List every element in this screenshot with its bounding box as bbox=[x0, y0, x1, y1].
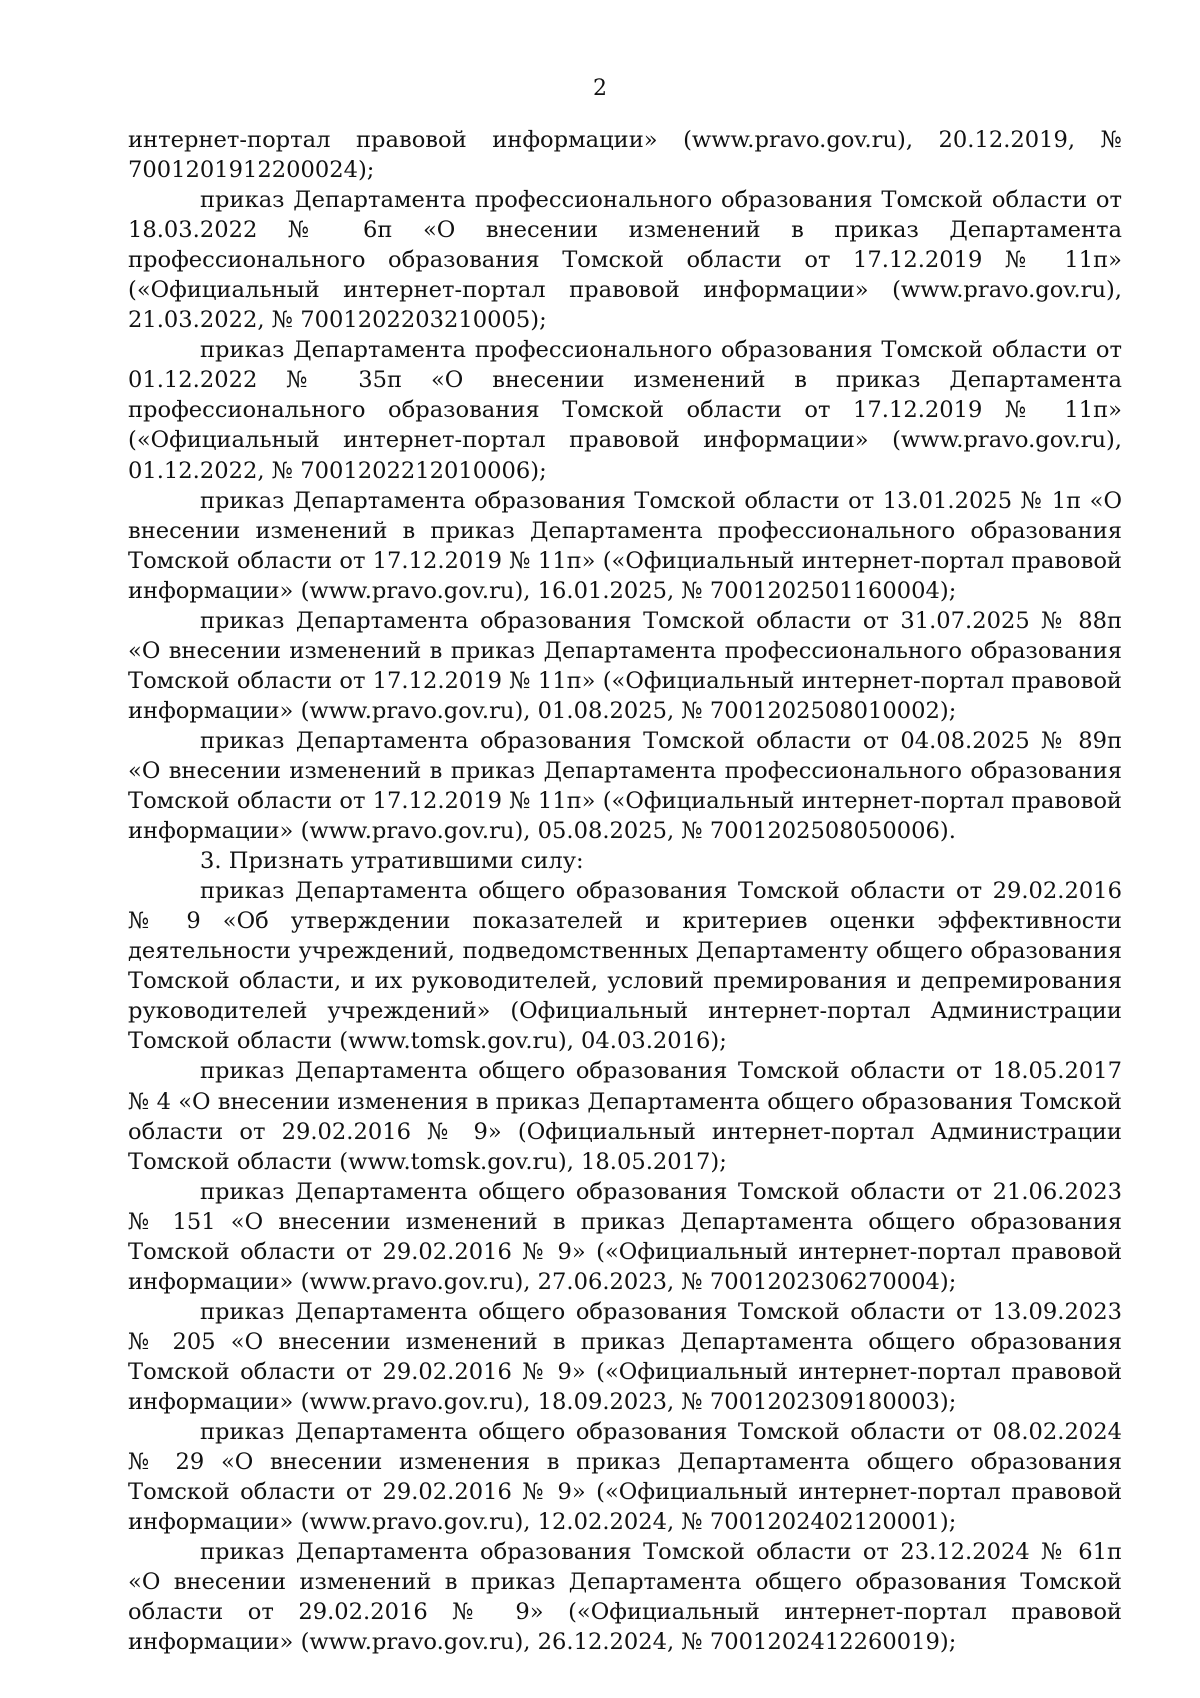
page-number: 2 bbox=[593, 76, 607, 101]
document-body bbox=[128, 125, 1122, 1657]
paragraph-order-2016-9: приказ Департамента общего образования Томской области от 29.02.2016 № 9 «Об утверждении показателей и критериев оценки эффективности деятельности учреждений, подведомственных Департаменту общего образования Томской области, и их руководителей, условий премирования и депремирования руководителей учреждений» (Официальный интернет-портал Администрации Томской области (www.tomsk.gov.ru), 04.03.2016); bbox=[128, 878, 1122, 1055]
paragraph-order-2022-35p: приказ Департамента профессионального образования Томской области от 01.12.2022 № 35п «О внесении изменений в приказ Департамента профессионального образования Томской области от 17.12.2019 № 11п» («Официальный интернет-портал правовой информации» (www.pravo.gov.ru), 01.12.2022, № 7001202212010006); bbox=[128, 337, 1122, 484]
paragraph-order-2023-151: приказ Департамента общего образования Томской области от 21.06.2023 № 151 «О внесении изменений в приказ Департамента общего образования Томской области от 29.02.2016 № 9» («Официальный интернет-портал правовой информации» (www.pravo.gov.ru), 27.06.2023, № 7001202306270004); bbox=[128, 1178, 1122, 1295]
paragraph-order-2024-61p: приказ Департамента образования Томской области от 23.12.2024 № 61п «О внесении изменений в приказ Департамента общего образования Томской области от 29.02.2016 № 9» («Официальный интернет-портал правовой информации» (www.pravo.gov.ru), 26.12.2024, № 7001202412260019); bbox=[128, 1539, 1122, 1656]
paragraph-continuation: интернет-портал правовой информации» (www.pravo.gov.ru), 20.12.2019, № 7001201912200024); bbox=[128, 127, 1122, 184]
paragraph-order-2022-6p: приказ Департамента профессионального образования Томской области от 18.03.2022 № 6п «О внесении изменений в приказ Департамента профессионального образования Томской области от 17.12.2019 № 11п» («Официальный интернет-портал правовой информации» (www.pravo.gov.ru), 21.03.2022, № 7001202203210005); bbox=[128, 187, 1122, 334]
paragraph-order-2025-88p: приказ Департамента образования Томской области от 31.07.2025 № 88п «О внесении изменений в приказ Департамента профессионального образования Томской области от 17.12.2019 № 11п» («Официальный интернет-портал правовой информации» (www.pravo.gov.ru), 01.08.2025, № 7001202508010002); bbox=[128, 607, 1122, 724]
paragraph-item-3: 3. Признать утратившими силу: bbox=[200, 848, 584, 875]
paragraph-order-2025-89p: приказ Департамента образования Томской области от 04.08.2025 № 89п «О внесении изменений в приказ Департамента профессионального образования Томской области от 17.12.2019 № 11п» («Официальный интернет-портал правовой информации» (www.pravo.gov.ru), 05.08.2025, № 7001202508050006). bbox=[128, 727, 1122, 845]
paragraph-order-2025-1p: приказ Департамента образования Томской области от 13.01.2025 № 1п «О внесении изменений в приказ Департамента профессионального образования Томской области от 17.12.2019 № 11п» («Официальный интернет-портал правовой информации» (www.pravo.gov.ru), 16.01.2025, № 7001202501160004); bbox=[128, 487, 1122, 604]
paragraph-order-2024-29: приказ Департамента общего образования Томской области от 08.02.2024 № 29 «О внесении изменения в приказ Департамента общего образования Томской области от 29.02.2016 № 9» («Официальный интернет-портал правовой информации» (www.pravo.gov.ru), 12.02.2024, № 7001202402120001); bbox=[128, 1419, 1122, 1536]
paragraph-order-2023-205: приказ Департамента общего образования Томской области от 13.09.2023 № 205 «О внесении изменений в приказ Департамента общего образования Томской области от 29.02.2016 № 9» («Официальный интернет-портал правовой информации» (www.pravo.gov.ru), 18.09.2023, № 7001202309180003); bbox=[128, 1298, 1122, 1415]
paragraph-order-2017-4: приказ Департамента общего образования Томской области от 18.05.2017 № 4 «О внесении изменения в приказ Департамента общего образования Томской области от 29.02.2016 № 9» (Официальный интернет-портал Администрации Томской области (www.tomsk.gov.ru), 18.05.2017); bbox=[128, 1058, 1122, 1175]
